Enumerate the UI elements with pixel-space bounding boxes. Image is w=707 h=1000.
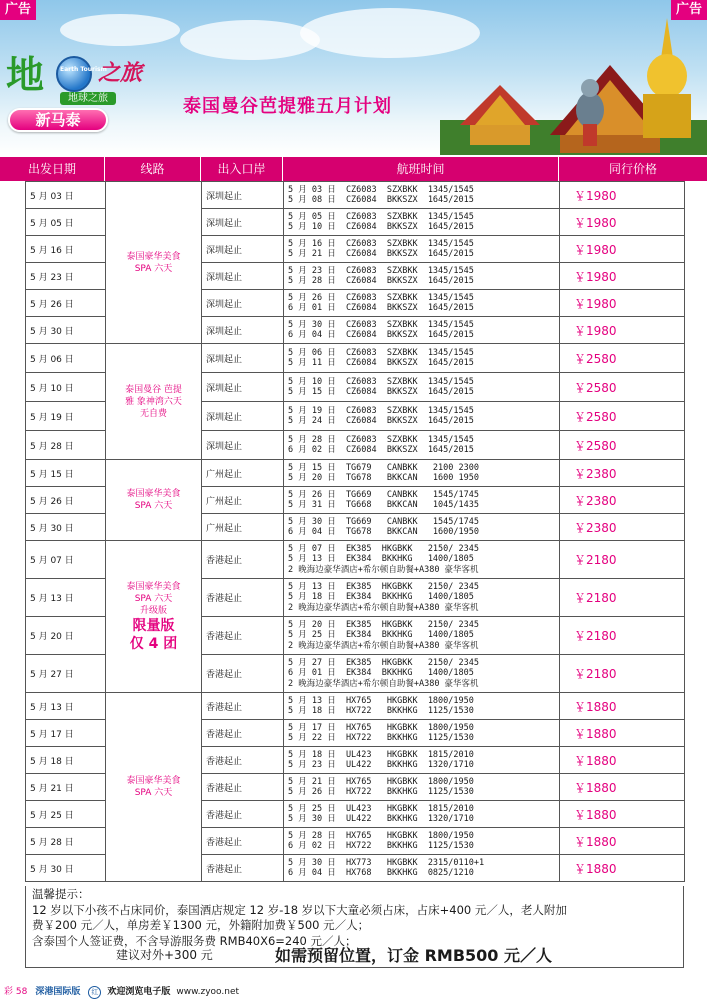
price-value: ￥2380 <box>574 520 617 535</box>
port-cell: 深圳起止 <box>202 209 284 236</box>
departure-date-cell: 5 月 20 日 <box>26 617 106 655</box>
flight-time-cell <box>284 317 560 344</box>
route-cell <box>106 541 202 693</box>
flight-line: 5 月 26 日 CZ6083 SZXBKK 1345/1545 <box>288 292 474 303</box>
ad-label-right: 广告 <box>671 0 707 20</box>
cloud-shape <box>60 14 180 46</box>
departure-date-cell: 5 月 30 日 <box>26 514 106 541</box>
price-value: ￥1880 <box>574 861 617 876</box>
flight-line: 5 月 07 日 EK385 HKGBKK 2150/ 2345 <box>288 543 479 554</box>
route-line: 泰国豪华美食 <box>126 581 181 592</box>
flight-time-cell <box>284 541 560 579</box>
port-cell: 香港起止 <box>202 801 284 828</box>
departure-date-cell: 5 月 17 日 <box>26 720 106 747</box>
port-cell: 香港起止 <box>202 617 284 655</box>
price-value: ￥1980 <box>574 215 617 230</box>
price-cell <box>560 720 685 747</box>
table-row <box>26 182 685 209</box>
header-banner <box>0 0 707 155</box>
flight-time-cell <box>284 720 560 747</box>
flight-time-cell <box>284 514 560 541</box>
flight-line: 5 月 03 日 CZ6083 SZXBKK 1345/1545 <box>288 184 474 195</box>
departure-date-cell: 5 月 13 日 <box>26 579 106 617</box>
price-cell <box>560 747 685 774</box>
header-port: 出入口岸 <box>201 157 283 181</box>
header-departure-date: 出发日期 <box>0 157 105 181</box>
departure-date-cell: 5 月 06 日 <box>26 344 106 373</box>
port-cell: 广州起止 <box>202 460 284 487</box>
flight-line: 2 晚海边豪华酒店+希尔顿自助餐+A380 豪华客机 <box>288 678 479 689</box>
flight-time-cell <box>284 487 560 514</box>
price-value: ￥1980 <box>574 323 617 338</box>
flight-line: 5 月 13 日 EK384 BKKHKG 1400/1805 <box>288 554 474 565</box>
route-line: 无自费 <box>139 408 167 419</box>
flight-line: 6 月 04 日 CZ6084 BKKSZX 1645/2015 <box>288 330 474 340</box>
route-line: 泰国曼谷 芭提 <box>125 384 182 395</box>
footer-logo-icon: 红 <box>88 986 101 999</box>
flight-line: 5 月 20 日 TG678 BKKCAN 1600 1950 <box>288 473 479 483</box>
header-peer-price: 同行价格 <box>608 162 657 176</box>
flight-line: 5 月 18 日 UL423 HKGBKK 1815/2010 <box>288 749 474 760</box>
price-value: ￥2380 <box>574 466 617 481</box>
port-cell: 香港起止 <box>202 720 284 747</box>
flight-time-cell <box>284 693 560 720</box>
flight-time-cell <box>284 774 560 801</box>
table-row <box>26 344 685 373</box>
route-line: 泰国豪华美食 <box>126 776 181 786</box>
flight-line: 6 月 01 日 EK384 BKKHKG 1400/1805 <box>288 668 474 679</box>
departure-date-cell: 5 月 18 日 <box>26 747 106 774</box>
flight-line: 5 月 23 日 UL422 BKKHKG 1320/1710 <box>288 760 474 770</box>
footer-note: 欢迎浏览电子版 <box>107 987 171 997</box>
departure-date-cell: 5 月 27 日 <box>26 655 106 693</box>
departure-date-cell: 5 月 03 日 <box>26 182 106 209</box>
price-value: ￥1980 <box>574 269 617 284</box>
price-cell <box>560 774 685 801</box>
flight-time-cell <box>284 373 560 402</box>
departure-date-cell: 5 月 28 日 <box>26 828 106 855</box>
price-value: ￥1880 <box>574 753 617 768</box>
departure-date-cell: 5 月 16 日 <box>26 236 106 263</box>
tips-deposit: 如需预留位置，订金 RMB500 元／人 <box>275 946 552 965</box>
price-value: ￥2180 <box>574 553 617 567</box>
footer-url[interactable]: www.zyoo.net <box>176 987 240 997</box>
port-cell: 香港起止 <box>202 828 284 855</box>
price-cell <box>560 617 685 655</box>
departure-date-cell: 5 月 13 日 <box>26 693 106 720</box>
flight-time-cell <box>284 828 560 855</box>
logo-sub-text: 地球之旅 <box>60 92 116 105</box>
route-line: 升级版 <box>139 605 167 616</box>
port-cell: 深圳起止 <box>202 373 284 402</box>
price-cell <box>560 655 685 693</box>
itinerary-table <box>25 181 685 882</box>
departure-date-cell: 5 月 05 日 <box>26 209 106 236</box>
port-cell: 深圳起止 <box>202 290 284 317</box>
price-value: ￥1880 <box>574 834 617 849</box>
tips-line-1: 12 岁以下小孩不占床同价，泰国酒店规定 12 岁-18 岁以下大童必须占床，占床+400 元／人，老人附加 <box>32 902 567 917</box>
port-cell: 香港起止 <box>202 579 284 617</box>
price-value: ￥1880 <box>574 699 617 714</box>
port-cell: 香港起止 <box>202 855 284 882</box>
port-cell: 深圳起止 <box>202 431 284 460</box>
departure-date-cell: 5 月 07 日 <box>26 541 106 579</box>
departure-date-cell: 5 月 25 日 <box>26 801 106 828</box>
flight-line: 5 月 06 日 CZ6083 SZXBKK 1345/1545 <box>288 347 474 358</box>
table-row <box>26 693 685 720</box>
price-value: ￥1880 <box>574 780 617 795</box>
flight-line: 5 月 26 日 TG669 CANBKK 1545/1745 <box>288 489 479 500</box>
ad-label-left: 广告 <box>0 0 36 20</box>
route-cell <box>106 693 202 882</box>
port-cell: 深圳起止 <box>202 182 284 209</box>
flight-line: 5 月 30 日 HX773 HKGBKK 2315/0110+1 <box>288 857 485 868</box>
price-cell <box>560 344 685 373</box>
route-line: 泰国豪华美食 <box>126 251 181 262</box>
flight-line: 5 月 25 日 UL423 HKGBKK 1815/2010 <box>288 803 474 814</box>
logo-main-char: 地 <box>6 52 45 97</box>
flight-line: 2 晚海边豪华酒店+希尔顿自助餐+A380 豪华客机 <box>288 640 479 651</box>
agency-logo <box>6 52 166 102</box>
flight-line: 5 月 15 日 CZ6084 BKKSZX 1645/2015 <box>288 387 474 397</box>
flight-time-cell <box>284 579 560 617</box>
flight-line: 5 月 20 日 EK385 HKGBKK 2150/ 2345 <box>288 619 479 630</box>
table-header <box>0 157 707 181</box>
flight-time-cell <box>284 236 560 263</box>
route-badge: 新马泰 <box>8 108 108 132</box>
price-cell <box>560 514 685 541</box>
flight-line: 5 月 23 日 CZ6083 SZXBKK 1345/1545 <box>288 265 474 276</box>
tips-title: 温馨提示： <box>32 887 90 901</box>
price-cell <box>560 855 685 882</box>
price-cell <box>560 402 685 431</box>
flight-time-cell <box>284 655 560 693</box>
price-value: ￥1880 <box>574 807 617 822</box>
departure-date-cell: 5 月 21 日 <box>26 774 106 801</box>
flight-line: 5 月 11 日 CZ6084 BKKSZX 1645/2015 <box>288 358 474 368</box>
flight-line: 5 月 13 日 EK385 HKGBKK 2150/ 2345 <box>288 581 479 592</box>
departure-date-cell: 5 月 26 日 <box>26 487 106 514</box>
departure-date-cell: 5 月 30 日 <box>26 317 106 344</box>
flight-line: 6 月 01 日 CZ6084 BKKSZX 1645/2015 <box>288 303 474 313</box>
port-cell: 深圳起止 <box>202 317 284 344</box>
departure-date-cell: 5 月 23 日 <box>26 263 106 290</box>
tips-line-3: 含泰国个人签证费，不含导游服务费 RMB40X6=240 元／人； <box>32 933 357 948</box>
flight-line: 5 月 21 日 CZ6084 BKKSZX 1645/2015 <box>288 249 474 259</box>
price-value: ￥1980 <box>574 242 617 257</box>
header-flight-time: 航班时间 <box>283 157 559 181</box>
flight-line: 5 月 08 日 CZ6084 BKKSZX 1645/2015 <box>288 195 474 205</box>
price-cell <box>560 487 685 514</box>
flight-line: 6 月 02 日 CZ6084 BKKSZX 1645/2015 <box>288 445 474 455</box>
flight-line: 5 月 26 日 HX722 BKKHKG 1125/1530 <box>288 787 474 797</box>
flight-line: 5 月 31 日 TG668 BKKCAN 1045/1435 <box>288 500 479 510</box>
price-cell <box>560 693 685 720</box>
flight-line: 5 月 21 日 HX765 HKGBKK 1800/1950 <box>288 776 474 787</box>
flight-time-cell <box>284 182 560 209</box>
flight-time-cell <box>284 209 560 236</box>
price-cell <box>560 236 685 263</box>
tips-suggest: 建议对外+300 元 <box>116 948 213 962</box>
route-cell <box>106 182 202 344</box>
port-cell: 深圳起止 <box>202 344 284 373</box>
flight-time-cell <box>284 290 560 317</box>
flight-time-cell <box>284 402 560 431</box>
port-cell: 深圳起止 <box>202 402 284 431</box>
route-line: SPA 六天 <box>134 263 173 274</box>
price-value: ￥2580 <box>574 409 617 424</box>
route-cell <box>106 460 202 541</box>
flight-line: 5 月 13 日 HX765 HKGBKK 1800/1950 <box>288 695 474 706</box>
price-cell <box>560 373 685 402</box>
price-value: ￥2580 <box>574 380 617 395</box>
limited-edition-label: 仅 4 团 <box>129 635 178 652</box>
flight-time-cell <box>284 431 560 460</box>
departure-date-cell: 5 月 19 日 <box>26 402 106 431</box>
flight-time-cell <box>284 855 560 882</box>
price-value: ￥1980 <box>574 188 617 203</box>
flight-line: 6 月 02 日 HX722 BKKHKG 1125/1530 <box>288 841 474 851</box>
port-cell: 广州起止 <box>202 514 284 541</box>
departure-date-cell: 5 月 10 日 <box>26 373 106 402</box>
price-value: ￥2180 <box>574 629 617 643</box>
port-cell: 香港起止 <box>202 747 284 774</box>
flight-time-cell <box>284 263 560 290</box>
flight-line: 6 月 04 日 HX768 BKKHKG 0825/1210 <box>288 868 474 878</box>
price-value: ￥2180 <box>574 591 617 605</box>
route-line: 雅 象神湾六天 <box>125 396 182 407</box>
footer-page-number: 彩 58 <box>4 987 28 997</box>
flight-time-cell <box>284 460 560 487</box>
flight-line: 5 月 22 日 HX722 BKKHKG 1125/1530 <box>288 733 474 743</box>
flight-line: 5 月 28 日 HX765 HKGBKK 1800/1950 <box>288 830 474 841</box>
departure-date-cell: 5 月 15 日 <box>26 460 106 487</box>
price-value: ￥1880 <box>574 726 617 741</box>
port-cell: 香港起止 <box>202 541 284 579</box>
price-cell <box>560 541 685 579</box>
departure-date-cell: 5 月 28 日 <box>26 431 106 460</box>
price-value: ￥1980 <box>574 296 617 311</box>
port-cell: 深圳起止 <box>202 236 284 263</box>
flight-line: 5 月 25 日 EK384 BKKHKG 1400/1805 <box>288 630 474 641</box>
logo-en-text: Earth Tourism <box>60 66 107 73</box>
flight-line: 5 月 27 日 EK385 HKGBKK 2150/ 2345 <box>288 657 479 668</box>
route-line: SPA 六天 <box>134 593 173 604</box>
route-line: SPA 六天 <box>134 788 173 798</box>
port-cell: 深圳起止 <box>202 263 284 290</box>
port-cell: 香港起止 <box>202 693 284 720</box>
flight-line: 5 月 16 日 CZ6083 SZXBKK 1345/1545 <box>288 238 474 249</box>
footer-brand: 深港国际版 <box>35 987 81 997</box>
flight-time-cell <box>284 617 560 655</box>
flight-line: 5 月 30 日 TG669 CANBKK 1545/1745 <box>288 516 479 527</box>
departure-date-cell: 5 月 30 日 <box>26 855 106 882</box>
page-title: 泰国曼谷芭提雅五月计划 <box>183 96 392 117</box>
globe-icon <box>56 56 92 92</box>
price-cell <box>560 431 685 460</box>
flight-line: 5 月 10 日 CZ6083 SZXBKK 1345/1545 <box>288 376 474 387</box>
flight-line: 5 月 28 日 CZ6084 BKKSZX 1645/2015 <box>288 276 474 286</box>
flight-line: 5 月 05 日 CZ6083 SZXBKK 1345/1545 <box>288 211 474 222</box>
flight-line: 5 月 18 日 HX722 BKKHKG 1125/1530 <box>288 706 474 716</box>
price-value: ￥2580 <box>574 351 617 366</box>
flight-time-cell <box>284 801 560 828</box>
table-row <box>26 541 685 579</box>
logo-zhilv-text: 之旅 <box>98 61 143 86</box>
price-cell <box>560 579 685 617</box>
price-cell <box>560 460 685 487</box>
price-cell <box>560 209 685 236</box>
price-value: ￥2180 <box>574 667 617 681</box>
price-cell <box>560 801 685 828</box>
flight-line: 5 月 18 日 EK384 BKKHKG 1400/1805 <box>288 592 474 603</box>
route-line: SPA 六天 <box>134 501 173 511</box>
tips-line-2: 费￥200 元／人，单房差￥1300 元，外籍附加费￥500 元／人； <box>32 918 370 932</box>
flight-line: 2 晚海边豪华酒店+希尔顿自助餐+A380 豪华客机 <box>288 602 479 613</box>
flight-time-cell <box>284 344 560 373</box>
price-value: ￥2380 <box>574 493 617 508</box>
page-footer <box>0 984 707 1000</box>
port-cell: 香港起止 <box>202 774 284 801</box>
price-cell <box>560 263 685 290</box>
golden-stupa-illustration <box>639 18 695 138</box>
flight-line: 5 月 17 日 HX765 HKGBKK 1800/1950 <box>288 722 474 733</box>
route-cell <box>106 344 202 460</box>
flight-line: 5 月 28 日 CZ6083 SZXBKK 1345/1545 <box>288 434 474 445</box>
port-cell: 广州起止 <box>202 487 284 514</box>
price-cell <box>560 317 685 344</box>
flight-line: 6 月 04 日 TG678 BKKCAN 1600/1950 <box>288 527 479 537</box>
price-cell <box>560 828 685 855</box>
price-value: ￥2580 <box>574 438 617 453</box>
limited-edition-label: 限量版 <box>132 617 175 634</box>
route-line: 泰国豪华美食 <box>126 489 181 499</box>
price-cell <box>560 182 685 209</box>
flight-line: 5 月 19 日 CZ6083 SZXBKK 1345/1545 <box>288 405 474 416</box>
flight-line: 5 月 15 日 TG679 CANBKK 2100 2300 <box>288 462 479 473</box>
header-route: 线路 <box>105 157 201 181</box>
flight-line: 5 月 30 日 CZ6083 SZXBKK 1345/1545 <box>288 319 474 330</box>
port-cell: 香港起止 <box>202 655 284 693</box>
price-cell <box>560 290 685 317</box>
cloud-shape <box>180 20 320 60</box>
flight-line: 2 晚海边豪华酒店+希尔顿自助餐+A380 豪华客机 <box>288 564 479 575</box>
flight-time-cell <box>284 747 560 774</box>
flight-line: 5 月 30 日 UL422 BKKHKG 1320/1710 <box>288 814 474 824</box>
table-row <box>26 460 685 487</box>
flight-line: 5 月 24 日 CZ6084 BKKSZX 1645/2015 <box>288 416 474 426</box>
flight-line: 5 月 10 日 CZ6084 BKKSZX 1645/2015 <box>288 222 474 232</box>
departure-date-cell: 5 月 26 日 <box>26 290 106 317</box>
